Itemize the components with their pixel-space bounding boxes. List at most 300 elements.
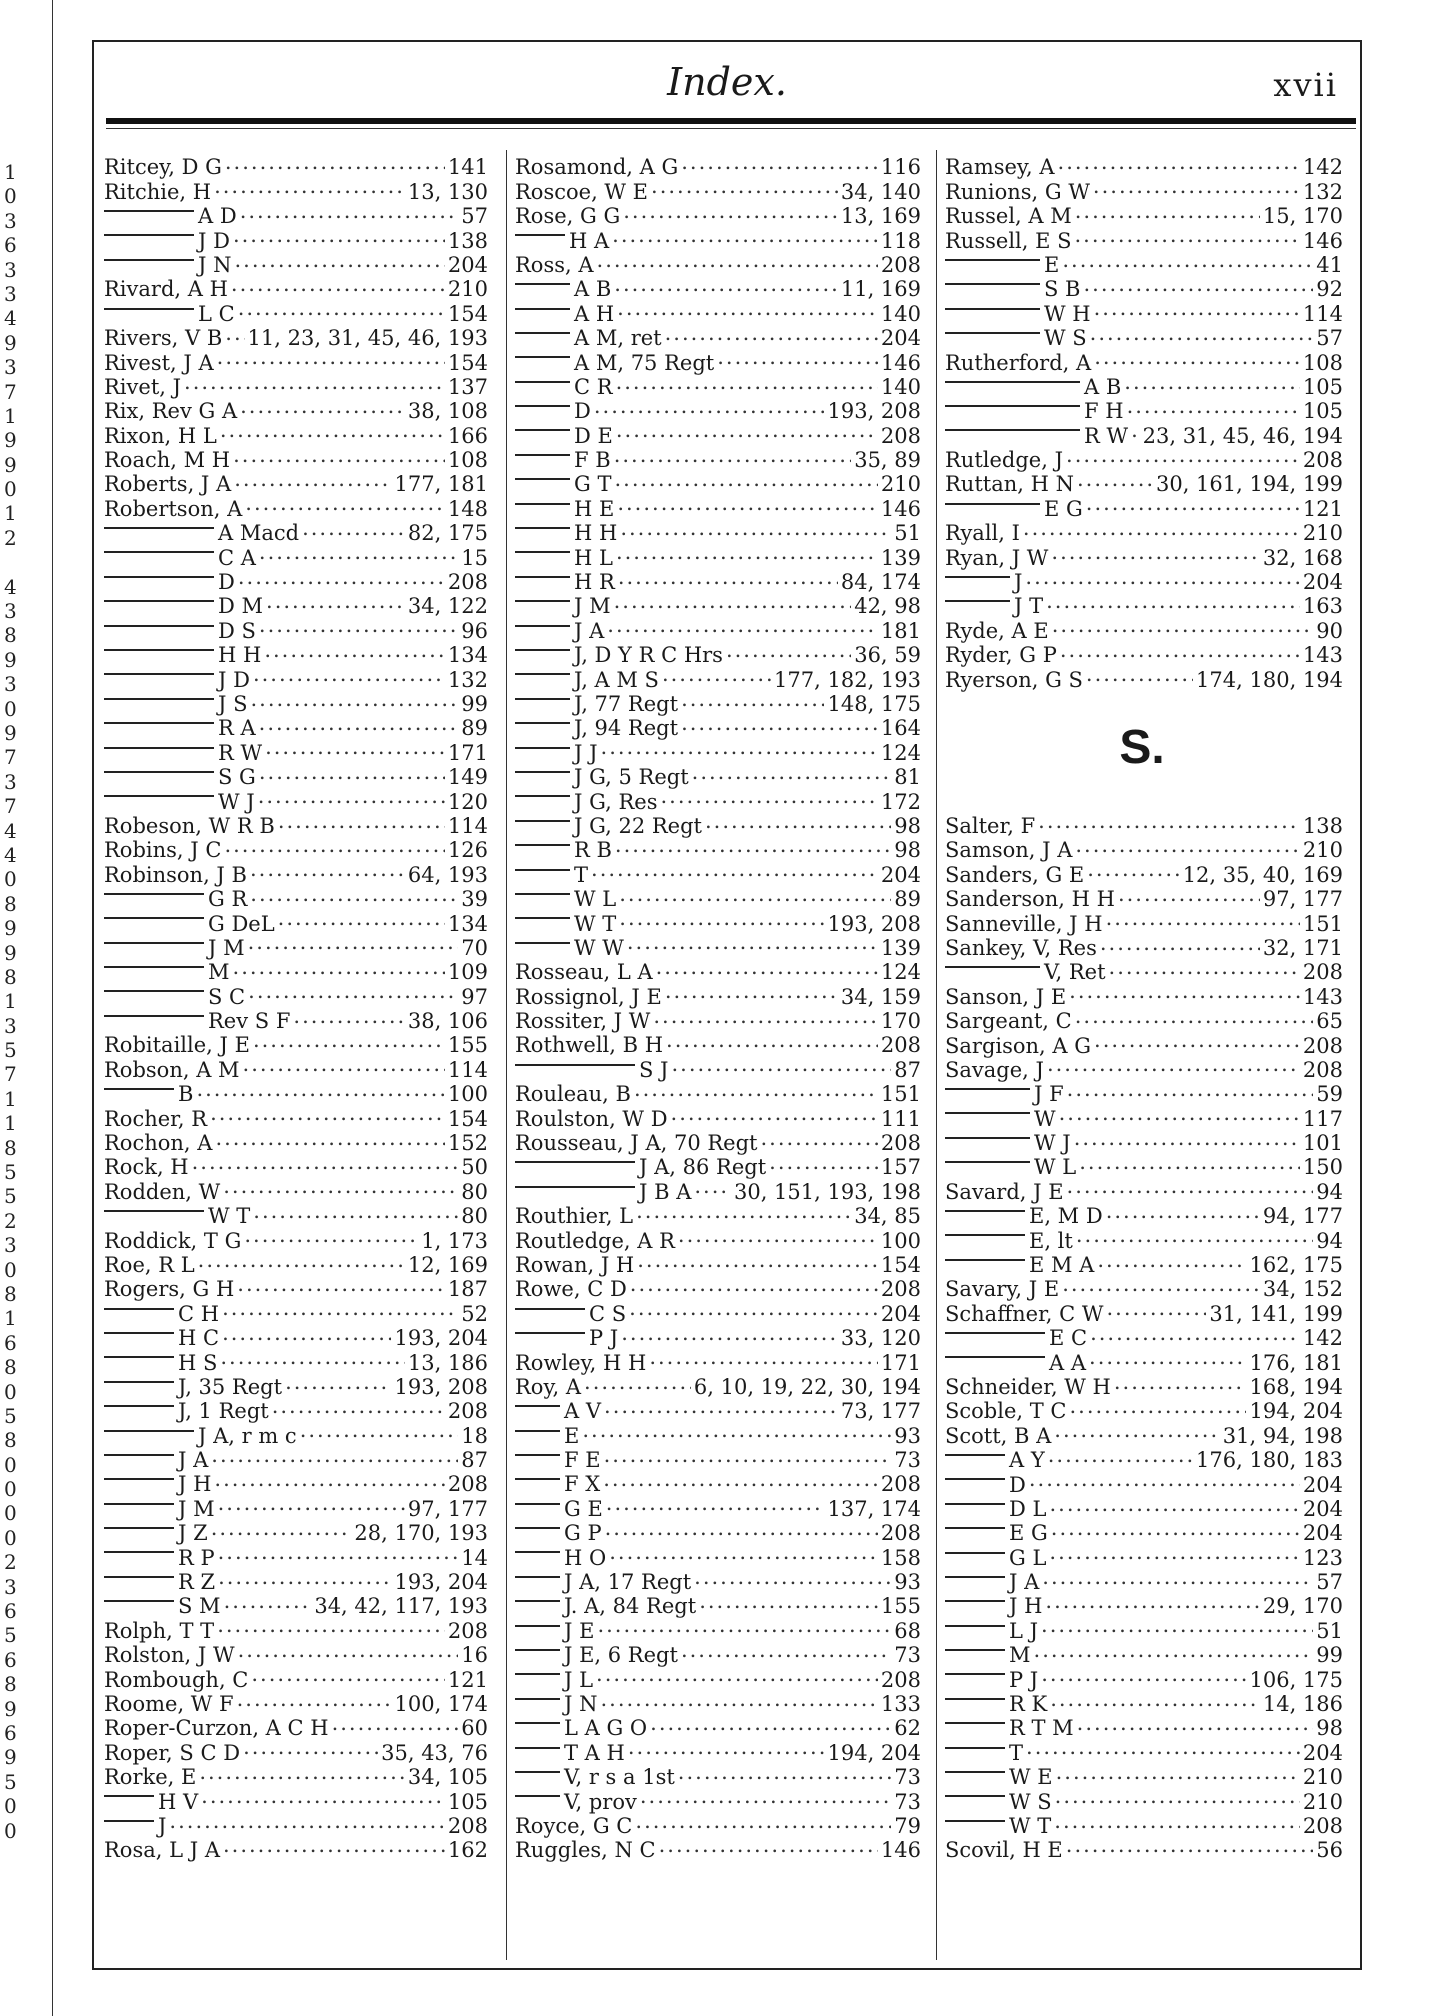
index-entry [937,1248,1347,1278]
margin-digit: 3 [4,281,17,306]
index-entry [937,1126,1347,1156]
ditto-dash [515,1308,585,1310]
entry-pages: 210 [1302,1765,1343,1790]
leader-dots [1059,1101,1300,1125]
index-entry [96,1101,492,1131]
entry-pages: 30, 151, 193, 198 [733,1179,921,1204]
ditto-dash [515,1795,560,1797]
leader-dots [614,589,852,613]
ditto-dash [515,1551,560,1553]
leader-dots [623,199,838,223]
leader-dots [681,1638,891,1662]
leader-dots [616,540,878,564]
entry-name: W L [574,887,617,912]
leader-dots [604,1394,838,1418]
ditto-dash [104,747,214,749]
entry-name: Rowan, J H [515,1252,635,1277]
entry-name: Sargison, A G [945,1033,1092,1058]
index-entry [937,1150,1347,1180]
index-entry [507,1077,925,1107]
entry-pages: 35, 43, 76 [381,1740,488,1765]
index-entry [96,1028,492,1058]
leader-dots [597,1613,891,1637]
entry-pages: 42, 98 [854,594,921,619]
entry-name: Roe, R L [104,1252,195,1277]
leader-dots [238,1638,459,1662]
index-entry [96,565,492,595]
leader-dots [1041,1662,1246,1686]
ditto-dash [104,1381,174,1383]
leader-dots [1077,467,1153,491]
index-entry [507,735,925,765]
entry-pages: 98 [1316,1716,1343,1741]
entry-name: J, 35 Regt [178,1374,283,1399]
ditto-dash [945,405,1080,407]
index-entry [937,613,1347,643]
margin-digit: 0 [4,184,17,209]
entry-name: C A [218,545,256,570]
entry-pages: 11, 23, 31, 45, 46, 193 [247,326,488,351]
entry-pages: 142 [1302,155,1343,180]
index-column-3 [936,150,1347,1960]
margin-digit: 6 [4,1647,17,1672]
entry-pages: 99 [461,691,488,716]
entry-name: J, 77 Regt [574,691,679,716]
entry-name: D [218,570,235,595]
leader-dots [617,491,878,515]
index-entry [937,1638,1347,1668]
entry-name: J. A, 84 Regt [564,1594,697,1619]
leader-dots [1090,321,1314,345]
index-entry [96,979,492,1009]
ditto-dash [104,1454,174,1456]
index-entry [96,1491,492,1521]
entry-pages: 170 [880,1009,921,1034]
entry-pages: 94 [1316,1179,1343,1204]
leader-dots [302,516,405,540]
index-entry [937,394,1347,424]
entry-name: C H [178,1301,220,1326]
leader-dots [265,735,445,759]
leader-dots [211,1516,352,1540]
margin-digit: 9 [4,428,17,453]
entry-name: A D [198,204,237,229]
entry-name: J M [574,594,611,619]
entry-name: B [178,1082,194,1107]
entry-pages: 114 [447,813,488,838]
margin-digit: 9 [4,452,17,477]
entry-name: Rowe, C D [515,1277,627,1302]
entry-name: Sanderson, H H [945,887,1115,912]
ditto-dash [515,527,570,529]
entry-pages: 204 [1302,1496,1343,1521]
entry-pages: 208 [447,1472,488,1497]
entry-name: W W [574,935,624,960]
left-margin-digits [4,160,17,1843]
margin-digit: 3 [4,1013,17,1038]
entry-pages: 208 [880,252,921,277]
leader-dots [264,638,445,662]
entry-name: V, r s a 1st [564,1765,675,1790]
leader-dots [1127,394,1300,418]
entry-name: J B A [639,1179,692,1204]
leader-dots [1089,1345,1246,1369]
index-entry [507,394,925,424]
index-entry [937,1467,1347,1497]
leader-dots [1079,1150,1300,1174]
entry-name: H S [178,1350,218,1375]
index-entry [96,1540,492,1570]
entry-pages: 68 [894,1618,921,1643]
entry-pages: 158 [880,1545,921,1570]
entry-name: J A [574,618,605,643]
leader-dots [1100,931,1260,955]
entry-pages: 101 [1302,1131,1343,1156]
leader-dots [1041,1613,1313,1637]
index-entry [96,1833,492,1863]
entry-name: F B [574,448,611,473]
index-entry [507,1174,925,1204]
index-entry [96,906,492,936]
index-entry [96,809,492,838]
entry-pages: 11, 169 [840,277,921,302]
entry-name: J A, 17 Regt [564,1570,692,1595]
entry-pages: 36, 59 [854,643,921,668]
entry-pages: 150 [1302,1155,1343,1180]
entry-name: J, 94 Regt [574,716,679,741]
ditto-dash [945,1259,1025,1261]
ditto-dash [515,1698,560,1700]
ditto-dash [515,1161,635,1163]
entry-name: Robertson, A [104,496,243,521]
leader-dots [615,833,891,857]
entry-name: Sanders, G E [945,862,1085,887]
margin-digit: 0 [4,1379,17,1404]
entry-pages: 12, 169 [407,1252,488,1277]
margin-digit: 3 [4,769,17,794]
entry-name: J A, 86 Regt [639,1155,767,1180]
ditto-dash [945,1137,1030,1139]
ditto-dash [104,576,214,578]
ditto-dash [515,1332,585,1334]
ditto-dash [104,649,214,651]
entry-name: S G [218,765,256,790]
index-entry [937,589,1347,619]
entry-name: W L [1034,1155,1077,1180]
index-entry [507,540,925,570]
leader-dots [218,1540,459,1564]
entry-pages: 146 [1302,228,1343,253]
index-entry [507,1345,925,1375]
leader-dots [218,1491,405,1515]
entry-pages: 146 [880,496,921,521]
ditto-dash [515,1576,560,1578]
leader-dots [215,1126,444,1150]
entry-name: Rodden, W [104,1179,221,1204]
ditto-dash [104,1576,174,1578]
entry-name: F X [564,1472,601,1497]
ditto-dash [515,1673,560,1675]
leader-dots [237,1272,445,1296]
entry-name: J G, 22 Regt [574,813,702,838]
entry-pages: 126 [447,838,488,863]
leader-dots [250,687,458,711]
index-entry [937,345,1347,375]
entry-name: Robeson, W R B [104,813,275,838]
index-entry [507,613,925,643]
entry-name: G T [574,472,612,497]
entry-pages: 94, 177 [1262,1204,1343,1229]
entry-pages: 193, 208 [827,399,921,424]
ditto-dash [104,1600,174,1602]
leader-dots [278,906,445,930]
entry-pages: 57 [1316,326,1343,351]
entry-name: S B [1044,277,1081,302]
leader-dots [1077,1711,1314,1735]
index-entry [96,1809,492,1838]
entry-pages: 146 [880,1838,921,1863]
margin-digit: 0 [4,477,17,502]
leader-dots [1084,272,1314,296]
leader-dots [1034,1638,1314,1662]
index-entry [96,540,492,570]
ditto-dash [515,1430,560,1432]
index-entry [96,1565,492,1595]
ditto-dash [104,527,214,529]
leader-dots [248,979,458,1003]
entry-name: Rosseau, L A [515,960,653,985]
leader-dots [601,735,878,759]
ditto-dash [515,1454,560,1456]
entry-pages: 84, 174 [840,570,921,595]
entry-pages: 100 [447,1082,488,1107]
entry-name: G L [1009,1545,1047,1570]
entry-name: H C [178,1326,220,1351]
margin-digit: 0 [4,867,17,892]
leader-dots [637,1248,878,1272]
entry-name: J S [218,691,248,716]
entry-name: Robitaille, J E [104,1033,250,1058]
ditto-dash [104,1430,194,1432]
leader-dots [600,1687,877,1711]
entry-pages: 208 [447,1618,488,1643]
entry-name: S C [208,984,246,1009]
ditto-dash [515,747,570,749]
entry-pages: 152 [447,1131,488,1156]
entry-pages: 89 [461,716,488,741]
entry-name: Rutledge, J [945,448,1064,473]
leader-dots [1058,150,1300,174]
margin-digit: 0 [4,1501,17,1526]
entry-pages: 166 [447,423,488,448]
leader-dots [1109,955,1300,979]
leader-dots [278,809,445,833]
ditto-dash [945,1698,1005,1700]
ditto-dash [104,795,214,797]
margin-digit: 0 [4,1257,17,1282]
entry-name: T [574,862,589,887]
entry-name: J A [178,1448,209,1473]
entry-pages: 13, 186 [407,1350,488,1375]
entry-pages: 13, 130 [407,179,488,204]
entry-name: H A [569,228,610,253]
entry-pages: 94 [1316,1228,1343,1253]
entry-pages: 13, 169 [840,204,921,229]
entry-name: D L [1009,1496,1047,1521]
entry-name: E [564,1423,580,1448]
entry-pages: 141 [447,155,488,180]
margin-digit: 0 [4,1818,17,1843]
entry-pages: 171 [880,1350,921,1375]
index-entry [507,516,925,546]
entry-name: R P [178,1545,215,1570]
entry-name: A M, 75 Regt [574,350,715,375]
ditto-dash [515,698,570,700]
entry-pages: 15, 170 [1262,204,1343,229]
entry-name: J, D Y R C Hrs [574,643,723,668]
entry-pages: 16 [461,1643,488,1668]
leader-dots [1026,1735,1300,1759]
leader-dots [238,296,445,320]
leader-dots [1074,1126,1300,1150]
ditto-dash [515,332,570,334]
entry-name: P J [589,1326,619,1351]
entry-pages: 98 [894,838,921,863]
ditto-dash [515,1722,560,1724]
index-entry [937,979,1347,1009]
entry-pages: 114 [1302,301,1343,326]
index-entry [507,857,925,887]
entry-pages: 56 [1316,1838,1343,1863]
ditto-dash [104,893,204,895]
entry-name: Roberts, J A [104,472,232,497]
entry-pages: 154 [447,301,488,326]
margin-digit: 0 [4,1525,17,1550]
ditto-dash [945,1747,1005,1749]
index-entry [96,223,492,253]
ditto-dash [104,308,194,310]
entry-name: G DeL [208,911,275,936]
leader-dots [603,1467,878,1491]
entry-pages: 154 [447,350,488,375]
ditto-dash [945,381,1080,383]
entry-pages: 149 [447,765,488,790]
entry-name: Rixon, H L [104,423,217,448]
entry-pages: 208 [1302,960,1343,985]
entry-pages: 137, 174 [827,1496,921,1521]
margin-digit: 6 [4,233,17,258]
leader-dots [681,150,878,174]
leader-dots [1075,833,1300,857]
leader-dots [621,1321,838,1345]
index-entry [937,1101,1347,1131]
entry-pages: 52 [461,1301,488,1326]
index-entry [96,711,492,741]
index-entry [96,760,492,790]
ditto-dash [104,1405,174,1407]
entry-name: Rosamond, A G [515,155,679,180]
leader-dots [596,1662,878,1686]
entry-pages: 139 [880,935,921,960]
entry-name: Rogers, G H [104,1277,235,1302]
index-entry [937,1565,1347,1595]
entry-name: R W [218,740,263,765]
entry-pages: 105 [1302,399,1343,424]
margin-digit: 2 [4,525,17,550]
margin-digit: 9 [4,330,17,355]
index-entry [96,150,492,180]
index-entry [937,1809,1347,1838]
entry-pages: 121 [447,1667,488,1692]
margin-digit: 7 [4,745,17,770]
margin-digit: 9 [4,1745,17,1770]
entry-name: S J [639,1057,669,1082]
entry-pages: 204 [1302,570,1343,595]
entry-pages: 172 [880,789,921,814]
entry-name: L J [1009,1618,1039,1643]
ditto-dash [945,1673,1005,1675]
ditto-dash [515,1186,635,1188]
entry-name: Salter, F [945,813,1036,838]
entry-pages: 32, 168 [1262,545,1343,570]
entry-pages: 12, 35, 40, 169 [1182,862,1343,887]
entry-name: J G, Res [574,789,658,814]
leader-dots [211,1443,458,1467]
ditto-dash [945,332,1040,334]
entry-pages: 138 [1302,813,1343,838]
index-entry [507,296,925,326]
leader-dots [272,1394,445,1418]
entry-name: Ross, A [515,252,594,277]
index-entry [96,1467,492,1497]
leader-dots [678,1760,891,1784]
ditto-dash [945,1356,1045,1358]
entry-pages: 162, 175 [1249,1253,1343,1278]
entry-name: A Macd [218,521,300,546]
leader-dots [609,1540,878,1564]
entry-name: W E [1009,1765,1053,1790]
leader-dots [591,857,878,881]
ditto-dash [104,1356,174,1358]
entry-pages: 208 [1302,1033,1343,1058]
entry-name: Robins, J C [104,838,222,863]
ditto-dash [515,381,570,383]
leader-dots [705,809,891,833]
entry-pages: 151 [1302,911,1343,936]
leader-dots [618,565,838,589]
margin-digit: 3 [4,1233,17,1258]
entry-name: Rose, G G [515,204,621,229]
ditto-dash [515,1527,560,1529]
ditto-dash [515,234,565,236]
index-entry [937,1833,1347,1863]
entry-pages: 97, 177 [1262,887,1343,912]
leader-dots [635,1809,891,1833]
leader-dots [671,1101,878,1125]
entry-pages: 97, 177 [407,1496,488,1521]
entry-pages: 34, 152 [1262,1277,1343,1302]
ditto-dash [104,259,194,261]
leader-dots [1066,443,1300,467]
entry-pages: 162 [447,1838,488,1863]
entry-pages: 80 [461,1179,488,1204]
leader-dots [1052,613,1314,637]
entry-pages: 194, 204 [1249,1399,1343,1424]
entry-name: J Z [178,1521,208,1546]
leader-dots [250,857,405,881]
entry-pages: 73, 177 [840,1399,921,1424]
leader-dots [223,1174,458,1198]
